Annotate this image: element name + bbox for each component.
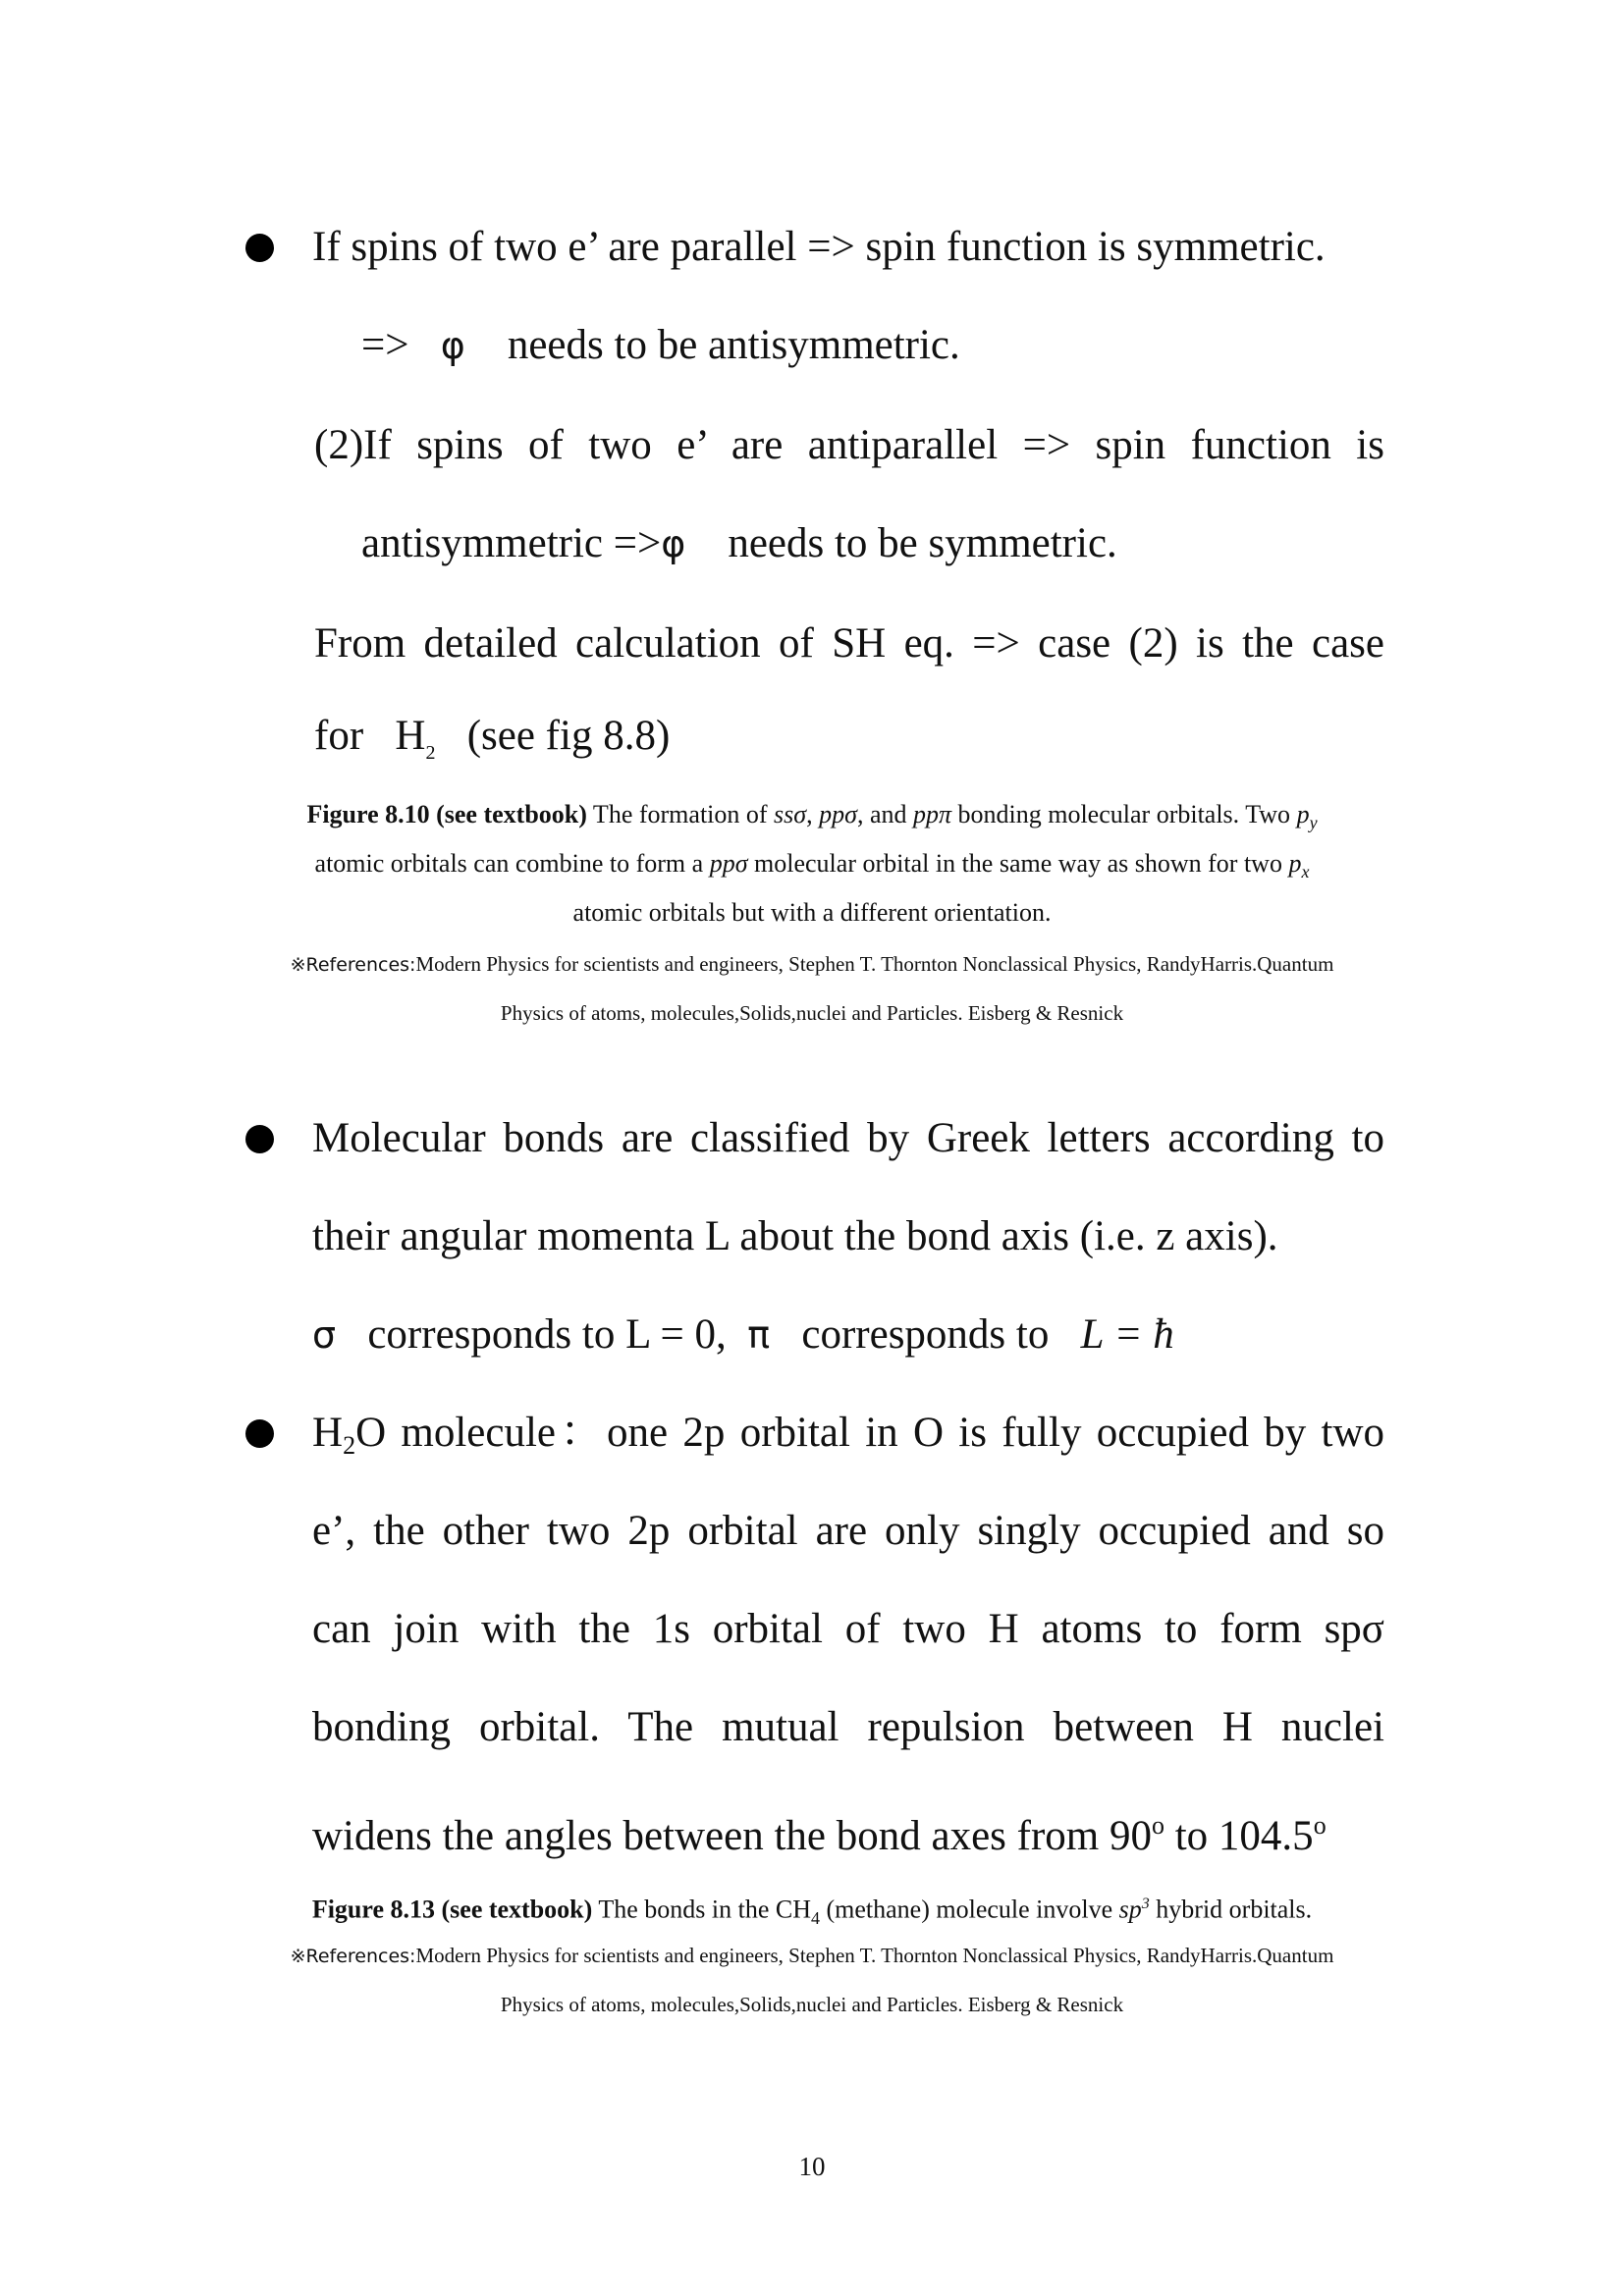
molecular-bonds-line2: their angular momenta L about the bond axis (i.e. z axis).	[312, 1213, 1278, 1259]
references-2-line1: ※References:Modern Physics for scientists and engineers, Stephen T. Thornton Nonclassical Physics, RandyHarris.Quantum	[290, 1944, 1334, 1967]
page-number: 10	[798, 2152, 826, 2181]
molecular-bonds-line1: Molecular bonds are classified by Greek letters according to	[312, 1115, 1384, 1161]
h2o-line5: widens the angles between the bond axes from 90$^o$ to 104.5$^o$	[312, 1811, 1326, 1859]
pi-symbol: π	[747, 1313, 771, 1357]
figure-8-10-caption-line3: atomic orbitals but with a different orientation.	[572, 898, 1052, 927]
references-1-line2: Physics of atoms, molecules,Solids,nuclei and Particles. Eisberg & Resnick	[500, 1001, 1124, 1025]
case2-line2: antisymmetric =>φ needs to be symmetric.	[361, 520, 1117, 566]
spin-parallel-statement: If spins of two e’ are parallel => spin function is symmetric.	[312, 224, 1326, 270]
phi-symbol: φ	[440, 324, 465, 367]
figure-8-10-caption-line2: atomic orbitals can combine to form a ppσ molecular orbital in the same way as shown for two $p_x$	[314, 849, 1310, 882]
bullet-icon	[245, 1419, 274, 1448]
references-1-line1: ※References:Modern Physics for scientists and engineers, Stephen T. Thornton Nonclassical Physics, RandyHarris.Quantum	[290, 952, 1334, 976]
figure-8-13-caption: Figure 8.13 (see textbook) The bonds in the $CH_4$ (methane) molecule involve $sp^3$ hybrid orbitals.	[311, 1895, 1313, 1928]
figure-8-10-caption-line1: Figure 8.10 (see textbook) The formation of ssσ, ppσ, and ppπ bonding molecular orbitals. Two $p_y$	[306, 800, 1318, 833]
h2o-line3: can join with the 1s orbital of two H atoms to form spσ	[312, 1606, 1384, 1652]
bullet-icon	[245, 234, 274, 262]
antisymmetric-consequence: => φ needs to be antisymmetric.	[361, 322, 960, 368]
case2-line1: (2)If spins of two e’ are antiparallel => spin function is	[314, 422, 1384, 468]
h2o-line4: bonding orbital. The mutual repulsion between H nuclei	[312, 1704, 1384, 1750]
h2o-line2: e’, the other two 2p orbital are only singly occupied and so	[312, 1508, 1384, 1554]
bullet-icon	[245, 1125, 274, 1153]
detailed-calculation-line1: From detailed calculation of SH eq. => case (2) is the case	[314, 620, 1384, 667]
sigma-symbol: σ	[312, 1313, 337, 1357]
sigma-pi-correspondence: σ corresponds to L = 0, π corresponds to L = ħ	[312, 1311, 1174, 1358]
detailed-calculation-line2: for $H_2$ (see fig 8.8)	[314, 713, 671, 764]
references-2-line2: Physics of atoms, molecules,Solids,nuclei and Particles. Eisberg & Resnick	[500, 1993, 1124, 2016]
phi-symbol: φ	[661, 522, 686, 565]
h2o-line1: H2O molecule：one 2p orbital in O is fully occupied by two	[312, 1410, 1384, 1460]
